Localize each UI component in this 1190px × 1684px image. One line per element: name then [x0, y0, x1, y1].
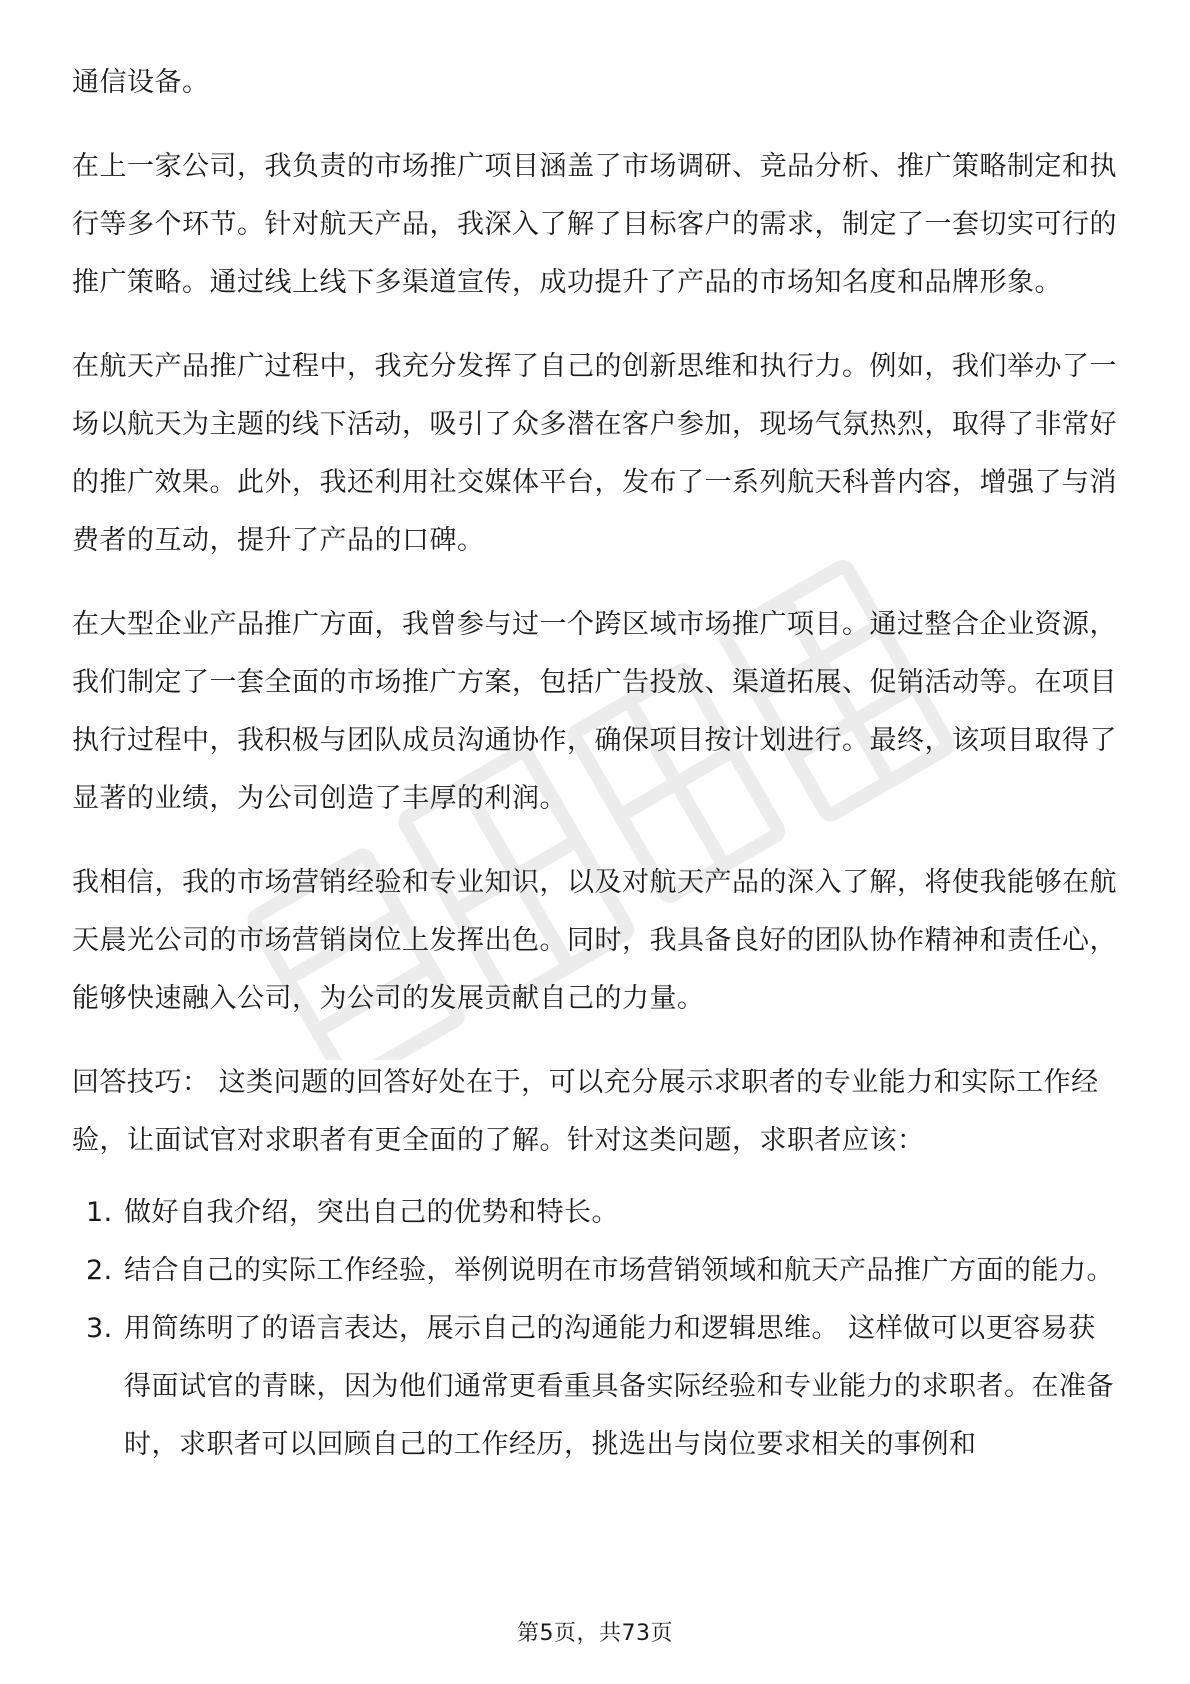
list-item-text: 结合自己的实际工作经验，举例说明在市场营销领域和航天产品推广方面的能力。 [124, 1255, 1114, 1286]
list-item-number: 3. [86, 1313, 113, 1344]
list-item-number: 1. [86, 1197, 113, 1228]
paragraph-3: 在航天产品推广过程中，我充分发挥了自己的创新思维和执行力。例如，我们举办了一场以航天为主题的线下活动，吸引了众多潜在客户参加，现场气氛热烈，取得了非常好的推广效果。此外，我还利用社交媒体平台，发布了一系列航天科普内容，增强了与消费者的互动，提升了产品的口碑。 [72, 351, 1117, 556]
page-number-footer: 第5页，共73页 [517, 1621, 673, 1646]
paragraph-5: 我相信，我的市场营销经验和专业知识，以及对航天产品的深入了解，将使我能够在航天晨光公司的市场营销岗位上发挥出色。同时，我具备良好的团队协作精神和责任心，能够快速融入公司，为公司的发展贡献自己的力量。 [72, 867, 1117, 1014]
list-item-number: 2. [86, 1255, 113, 1286]
list-item [72, 1300, 1122, 1474]
answer-tips [72, 1054, 1122, 1170]
paragraph-1: 通信设备。 [72, 67, 210, 98]
list-item-text: 用简练明了的语言表达，展示自己的沟通能力和逻辑思维。 这样做可以更容易获得面试官的青睐，因为他们通常更看重具备实际经验和专业能力的求职者。在准备时，求职者可以回顾自己的工作经历，挑选出与岗位要求相关的事例和 [124, 1313, 1114, 1460]
answer-tips-text: 这类问题的回答好处在于，可以充分展示求职者的专业能力和实际工作经验，让面试官对求职者有更全面的了解。针对这类问题，求职者应该： [72, 1067, 1099, 1156]
list-item [72, 1184, 1122, 1242]
paragraph-2: 在上一家公司，我负责的市场推广项目涵盖了市场调研、竞品分析、推广策略制定和执行等多个环节。针对航天产品，我深入了解了目标客户的需求，制定了一套切实可行的推广策略。通过线上线下多渠道宣传，成功提升了产品的市场知名度和品牌形象。 [72, 151, 1117, 298]
tips-list [72, 1184, 1122, 1474]
list-item [72, 1242, 1122, 1300]
paragraph-4: 在大型企业产品推广方面，我曾参与过一个跨区域市场推广项目。通过整合企业资源，我们制定了一套全面的市场推广方案，包括广告投放、渠道拓展、促销活动等。在项目执行过程中，我积极与团队成员沟通协作，确保项目按计划进行。最终，该项目取得了显著的业绩，为公司创造了丰厚的利润。 [72, 609, 1117, 814]
answer-tips-label: 回答技巧： [72, 1067, 210, 1098]
document-body [72, 54, 1122, 1474]
list-item-text: 做好自我介绍，突出自己的优势和特长。 [124, 1197, 619, 1228]
